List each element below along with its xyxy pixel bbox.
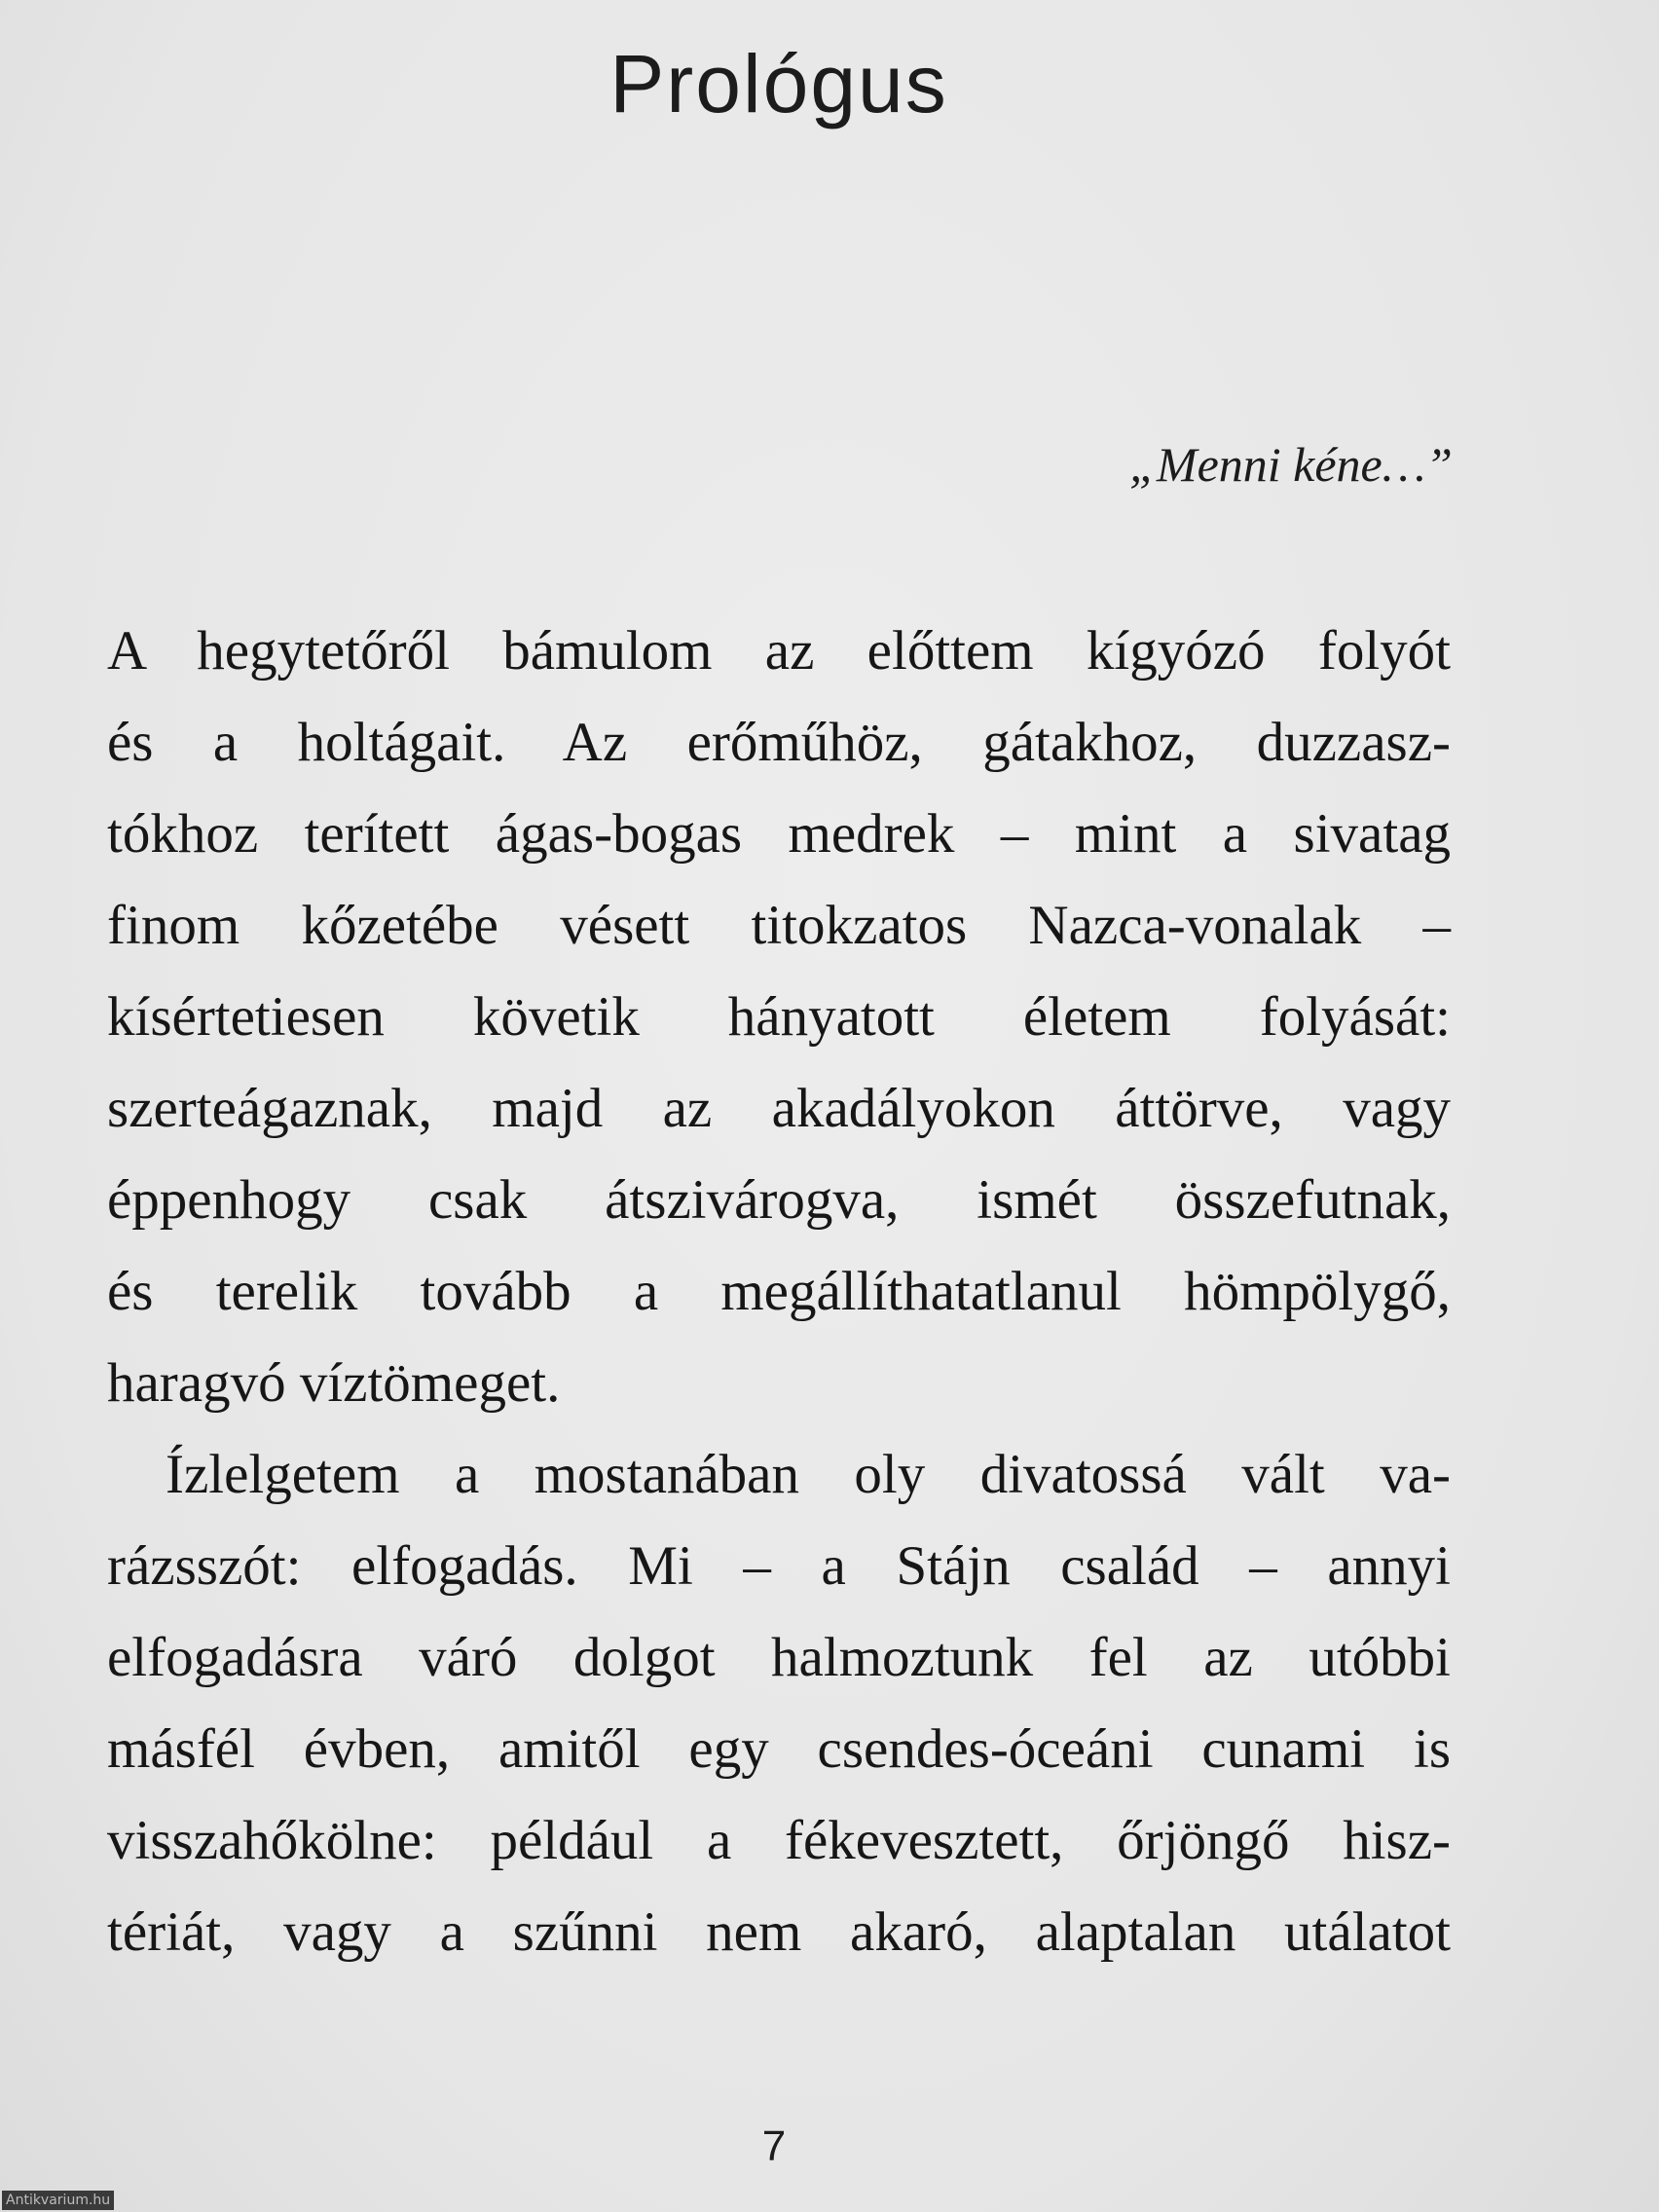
chapter-title: Prológus [609, 38, 948, 129]
text-line: elfogadásra váró dolgot halmoztunk fel az utóbbi [107, 1627, 1451, 1688]
text-line: tériát, vagy a szűnni nem akaró, alaptalan utálatot [107, 1901, 1451, 1963]
text-line: A hegytetőről bámulom az előttem kígyózó folyót [107, 620, 1451, 682]
paragraph-2 [107, 1429, 1451, 1978]
text-line: és a holtágait. Az erőműhöz, gátakhoz, duzzasz- [107, 712, 1451, 773]
text-line: szerteágaznak, majd az akadályokon áttörve, vagy [107, 1078, 1451, 1139]
epigraph-quote: „Menni kéne…” [1129, 437, 1453, 492]
text-line: visszahőkölne: például a fékevesztett, őrjöngő hisz- [107, 1810, 1451, 1871]
text-line: Ízlelgetem a mostanában oly divatossá vált va- [166, 1444, 1451, 1505]
page-number: 7 [761, 2122, 787, 2170]
body-text [107, 606, 1451, 1978]
text-line: és terelik tovább a megállíthatatlanul hömpölygő, [107, 1261, 1451, 1322]
paragraph-1 [107, 606, 1451, 1429]
watermark: Antikvarium.hu [2, 2191, 114, 2210]
text-line: haragvó víztömeget. [107, 1352, 561, 1414]
text-line: másfél évben, amitől egy csendes-óceáni cunami is [107, 1718, 1451, 1780]
text-line: kísértetiesen követik hányatott életem folyását: [107, 986, 1451, 1048]
text-line: tókhoz terített ágas-bogas medrek – mint a sivatag [107, 803, 1451, 865]
text-line: éppenhogy csak átszivárogva, ismét összefutnak, [107, 1169, 1451, 1231]
text-line: finom kőzetébe vésett titokzatos Nazca-vonalak – [107, 895, 1451, 956]
text-line: rázsszót: elfogadás. Mi – a Stájn család – annyi [107, 1535, 1451, 1597]
